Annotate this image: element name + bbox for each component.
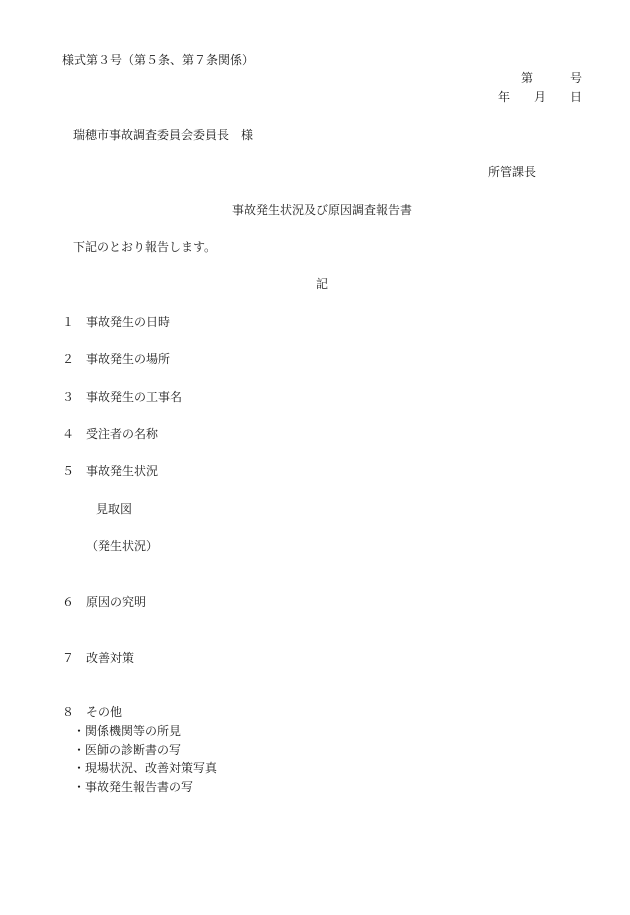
item-number: ３	[62, 390, 75, 404]
item-number: ４	[62, 427, 75, 441]
item-label: 事故発生の日時	[86, 315, 171, 329]
list-item	[62, 706, 122, 718]
item-label: 改善対策	[86, 651, 135, 665]
item-label: 事故発生状況	[86, 464, 159, 478]
item-label: 事故発生の工事名	[86, 390, 183, 404]
ki-heading: 記	[316, 277, 329, 291]
others-item: ・事故発生報告書の写	[73, 780, 194, 794]
list-item	[62, 428, 158, 440]
list-item	[62, 353, 170, 365]
document-title: 事故発生状況及び原因調査報告書	[232, 203, 413, 217]
date-year: 年	[498, 90, 511, 104]
item-label: 原因の究明	[86, 595, 147, 609]
list-item	[62, 316, 170, 328]
list-item	[62, 391, 182, 403]
list-item	[62, 596, 146, 608]
date-month: 月	[534, 90, 547, 104]
doc-number-go: 号	[570, 71, 583, 85]
item-label: 事故発生の場所	[86, 352, 171, 366]
list-item	[62, 652, 134, 664]
others-item: ・医師の診断書の写	[73, 743, 182, 757]
doc-number-dai: 第	[521, 71, 534, 85]
item-number: ６	[62, 595, 75, 609]
intro-text: 下記のとおり報告します。	[73, 240, 217, 254]
item-label: その他	[86, 705, 123, 719]
list-item	[62, 465, 158, 477]
others-item: ・現場状況、改善対策写真	[73, 761, 218, 775]
hassei-jokyo-label: （発生状況）	[86, 539, 159, 553]
sender: 所管課長	[488, 165, 537, 179]
addressee: 瑞穂市事故調査委員会委員長 様	[73, 128, 254, 142]
form-label: 様式第３号（第５条、第７条関係）	[62, 53, 255, 67]
mitorizu-label: 見取図	[96, 502, 133, 516]
item-number: ８	[62, 705, 75, 719]
item-number: ７	[62, 651, 75, 665]
item-number: ２	[62, 352, 75, 366]
item-number: １	[62, 315, 75, 329]
others-item: ・関係機関等の所見	[73, 724, 182, 738]
item-number: ５	[62, 464, 75, 478]
item-label: 受注者の名称	[86, 427, 159, 441]
date-day: 日	[570, 90, 583, 104]
